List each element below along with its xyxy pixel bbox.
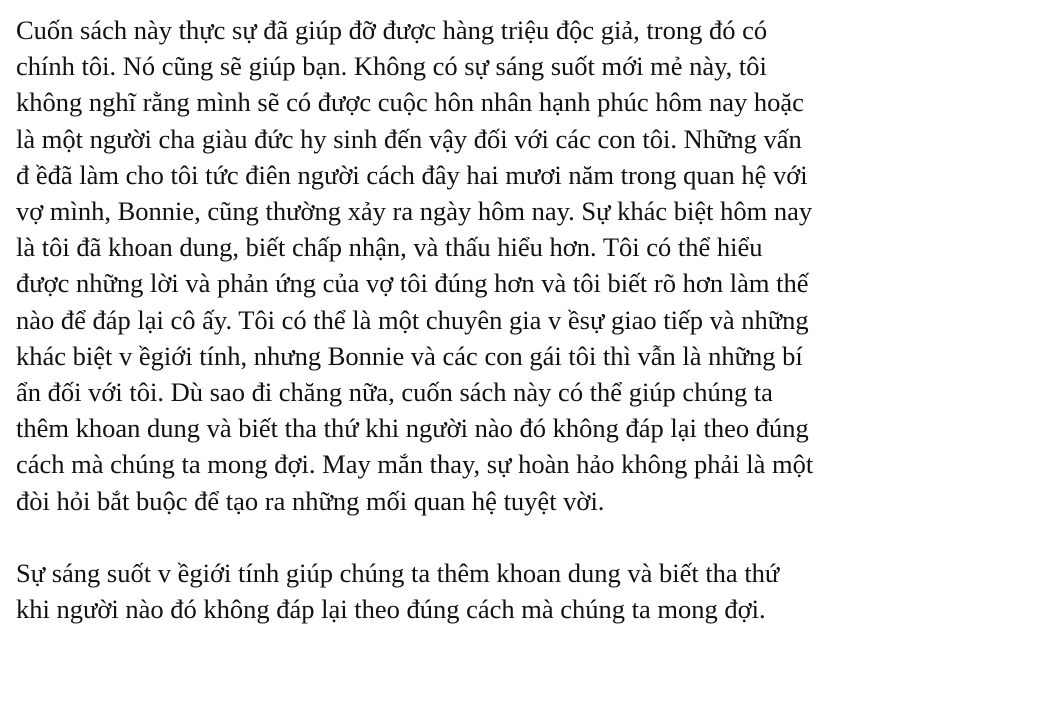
text-line: là một người cha giàu đức hy sinh đến vậy đối với các con tôi. Những vấn [16,123,802,154]
text-line: ẩn đối với tôi. Dù sao đi chăng nữa, cuốn sách này có thể giúp chúng ta [16,377,773,408]
text-line: được những lời và phản ứng của vợ tôi đúng hơn và tôi biết rõ hơn làm thế [16,268,809,299]
text-line: là tôi đã khoan dung, biết chấp nhận, và thấu hiểu hơn. Tôi có thể hiểu [16,232,763,263]
paragraph-1 [16,0,1046,519]
text-line: đ ềđã làm cho tôi tức điên người cách đây hai mươi năm trong quan hệ với [16,159,808,190]
text-line: đòi hỏi bắt buộc để tạo ra những mối quan hệ tuyệt vời. [16,485,605,516]
text-line: chính tôi. Nó cũng sẽ giúp bạn. Không có sự sáng suốt mới mẻ này, tôi [16,51,767,82]
text-line: nào để đáp lại cô ấy. Tôi có thể là một chuyên gia v ềsự giao tiếp và những [16,304,809,335]
document-page [16,0,1046,627]
text-line: khi người nào đó không đáp lại theo đúng cách mà chúng ta mong đợi. [16,594,766,625]
text-line: Cuốn sách này thực sự đã giúp đỡ được hàng triệu độc giả, trong đó có [16,15,768,45]
text-line: khác biệt v ềgiới tính, nhưng Bonnie và các con gái tôi thì vẫn là những bí [16,340,803,371]
text-line: Sự sáng suốt v ềgiới tính giúp chúng ta thêm khoan dung và biết tha thứ [16,557,780,588]
paragraph-2 [16,555,1046,627]
text-line: thêm khoan dung và biết tha thứ khi người nào đó không đáp lại theo đúng [16,413,809,444]
text-line: vợ mình, Bonnie, cũng thường xảy ra ngày hôm nay. Sự khác biệt hôm nay [16,196,813,227]
text-line: không nghĩ rằng mình sẽ có được cuộc hôn nhân hạnh phúc hôm nay hoặc [16,87,804,118]
text-line: cách mà chúng ta mong đợi. May mắn thay, sự hoàn hảo không phải là một [16,449,814,480]
